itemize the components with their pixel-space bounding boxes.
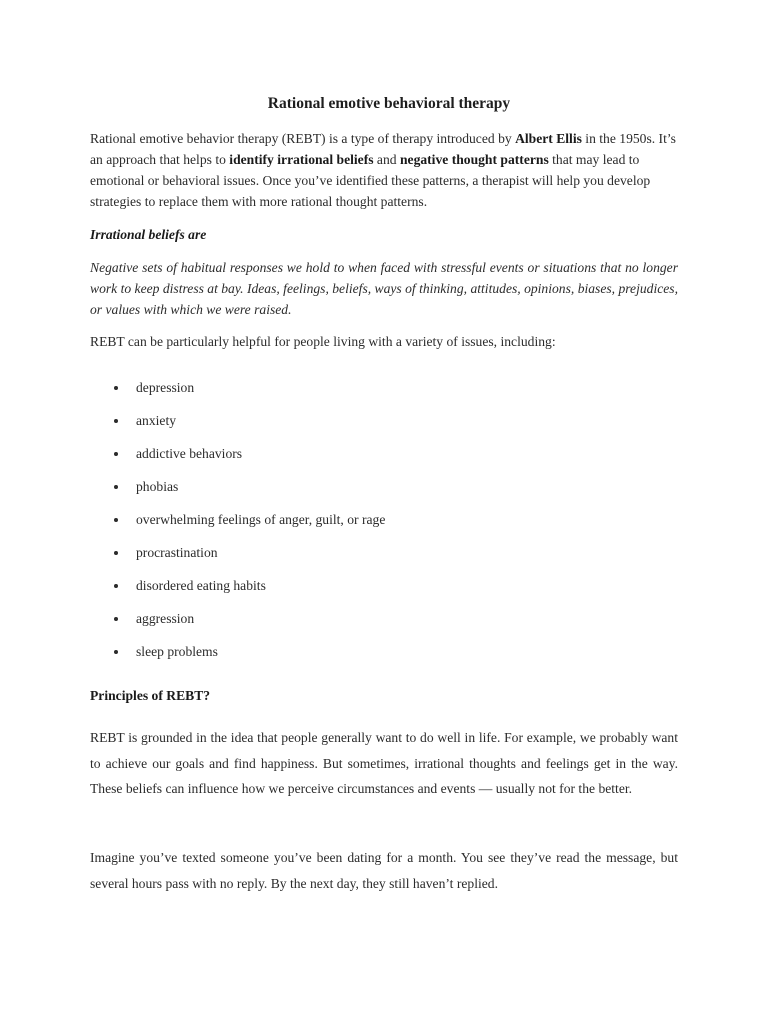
irrational-beliefs-definition: Negative sets of habitual responses we hold to when faced with stressful events or situations that no longer work to keep distress at bay. Ideas, feelings, beliefs, ways of thinking, attitudes, opinions, biases, prejudices, or values with which we were raised. (90, 260, 678, 317)
list-item-text: disordered eating habits (136, 578, 266, 593)
principles-paragraph-1: REBT is grounded in the idea that people generally want to do well in life. For example, we probably want to achieve our goals and find happiness. But sometimes, irrational thoughts and feelings get in the way. These beliefs can influence how we perceive circumstances and events — usually not for the better. (90, 730, 678, 796)
intro-bold-irrational-beliefs: identify irrational beliefs (229, 152, 374, 167)
intro-bold-albert-ellis: Albert Ellis (515, 131, 582, 146)
intro-text-4: that may lead to emotional or behavioral issues. Once you’ve identified these patterns, a therapist will help you develop strategies to replace them with more rational thought patterns. (90, 152, 651, 209)
intro-text-1: Rational emotive behavior therapy (REBT) is a type of therapy introduced by (90, 131, 516, 146)
list-item-text: sleep problems (136, 644, 218, 659)
intro-text-3: and (373, 152, 400, 167)
intro-text-2: in the 1950s. It’s an approach that helps to (90, 131, 676, 167)
bullet-icon (114, 650, 118, 654)
bullet-icon (114, 386, 118, 390)
list-item-text: phobias (136, 479, 179, 494)
issues-intro: REBT can be particularly helpful for people living with a variety of issues, including: (90, 334, 556, 349)
list-item-text: procrastination (136, 545, 218, 560)
list-item-text: anxiety (136, 413, 177, 428)
bullet-icon (114, 584, 118, 588)
bullet-icon (114, 419, 118, 423)
bullet-icon (114, 485, 118, 489)
bullet-icon (114, 518, 118, 522)
intro-bold-negative-patterns: negative thought patterns (399, 152, 549, 167)
principles-paragraph-2: Imagine you’ve texted someone you’ve been dating for a month. You see they’ve read the message, but several hours pass with no reply. By the next day, they still haven’t replied. (90, 850, 678, 891)
bullet-icon (114, 551, 118, 555)
list-item-text: aggression (136, 611, 195, 626)
document-title: Rational emotive behavioral therapy (267, 95, 511, 112)
list-item-text: addictive behaviors (136, 446, 243, 461)
principles-heading: Principles of REBT? (90, 688, 211, 703)
intro-paragraph (90, 128, 678, 212)
bullet-icon (114, 452, 118, 456)
list-item-text: overwhelming feelings of anger, guilt, or rage (136, 512, 386, 527)
irrational-beliefs-heading: Irrational beliefs are (90, 227, 207, 242)
list-item-text: depression (136, 380, 195, 395)
bullet-icon (114, 617, 118, 621)
